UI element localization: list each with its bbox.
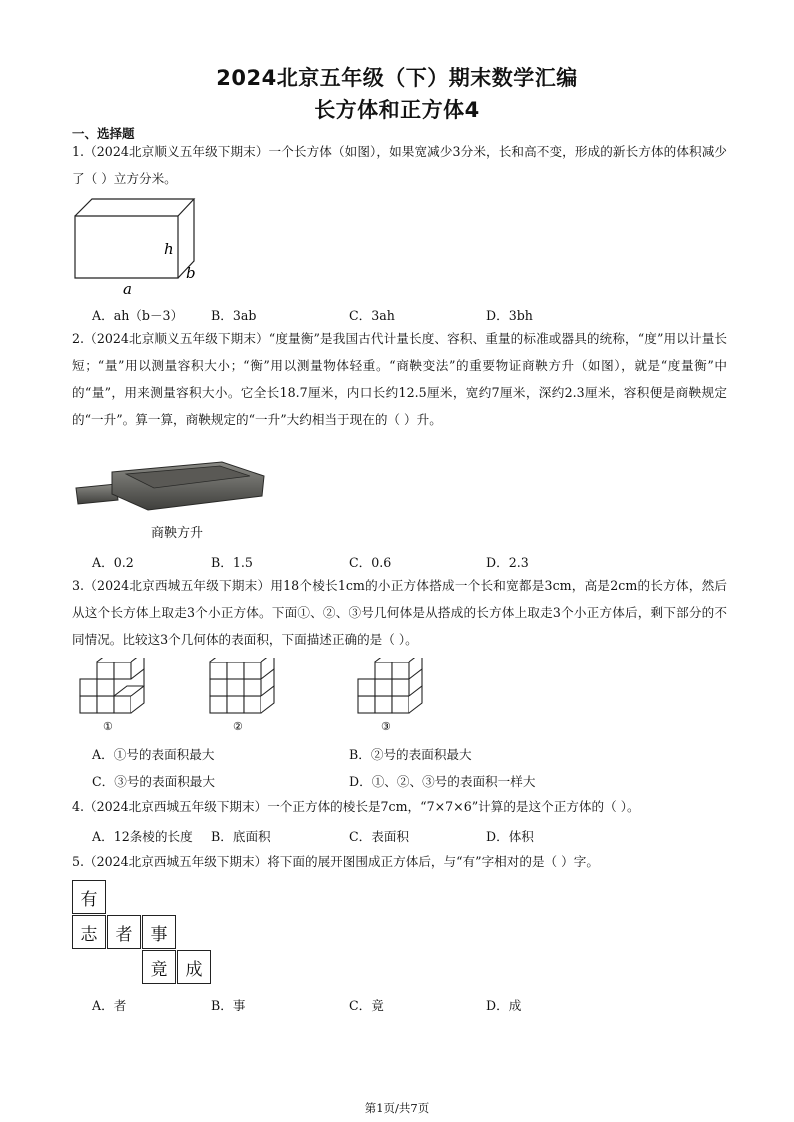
section-heading: 一、选择题: [72, 126, 135, 141]
question-1-text: 1.（2024北京顺义五年级下期末）一个长方体（如图），如果宽减少3分米，长和高不变，形成的新长方体的体积减少了（ ）立方分米。: [72, 144, 727, 186]
q2-option-b[interactable]: B．1.5: [211, 555, 253, 570]
question-5-text: 5.（2024北京西城五年级下期末）将下面的展开图围成正方体后，与“有”字相对的是（ ）字。: [72, 854, 599, 869]
cube-solid-1: [78, 658, 156, 734]
shang-yang-measure-photo: [72, 458, 272, 520]
label-b: b: [186, 264, 196, 282]
question-3-text: 3.（2024北京西城五年级下期末）用18个棱长1cm的小正方体搭成一个长和宽都是3cm，高是2cm的长方体，然后从这个长方体上取走3个小正方体。下面①、②、③号几何体是从搭成的长方体上取走3个小正方体后，剩下部分的不同情况。比较这3个几何体的表面积，下面描述正确的是（ ）。: [72, 578, 727, 647]
label-h: h: [164, 240, 174, 258]
q3-option-a[interactable]: A．①号的表面积最大: [92, 747, 215, 762]
q2-option-c[interactable]: C．0.6: [349, 555, 392, 570]
q5-option-a[interactable]: A．者: [92, 998, 127, 1013]
question-2-text: 2.（2024北京顺义五年级下期末）“度量衡”是我国古代计量长度、容积、重量的标准或器具的统称，“度”用以计量长短；“量”用以测量容积大小；“衡”用以测量物体轻重。“商鞅变法”的重要物证商鞅方升（如图），就是“度量衡”中的“量”，用来测量容积大小。它全长18.7厘米，内口长约12.5厘米，宽约7厘米，深约2.3厘米，容积便是商鞅规定的“一升”。算一算，商鞅规定的“一升”大约相当于现在的（ ）升。: [72, 331, 727, 427]
page-subtitle: 长方体和正方体4: [314, 98, 480, 122]
q2-option-a[interactable]: A．0.2: [92, 555, 134, 570]
question-4-text: 4.（2024北京西城五年级下期末）一个正方体的棱长是7cm，“7×7×6”计算的是这个正方体的（ ）。: [72, 799, 640, 814]
q1-option-c[interactable]: C．3ah: [349, 308, 395, 323]
page-title: 2024北京五年级（下）期末数学汇编: [216, 66, 578, 90]
q3-option-d[interactable]: D．①、②、③号的表面积一样大: [349, 774, 536, 789]
q4-option-d[interactable]: D．体积: [486, 829, 534, 844]
q1-option-b[interactable]: B．3ab: [211, 308, 257, 323]
net-cell-zhe: 者: [107, 915, 141, 949]
cuboid-figure: [70, 194, 205, 296]
net-cell-jing: 竟: [142, 950, 176, 984]
q1-option-a[interactable]: A．ah（b－3）: [92, 308, 184, 323]
q4-option-b[interactable]: B．底面积: [211, 829, 271, 844]
solid-label-1: ①: [103, 720, 113, 733]
q3-option-c[interactable]: C．③号的表面积最大: [92, 774, 215, 789]
q3-option-b[interactable]: B．②号的表面积最大: [349, 747, 472, 762]
photo-caption: 商鞅方升: [151, 526, 204, 541]
q5-option-c[interactable]: C．竟: [349, 998, 384, 1013]
net-cell-you: 有: [72, 880, 106, 914]
q5-option-d[interactable]: D．成: [486, 998, 522, 1013]
solid-label-3: ③: [381, 720, 391, 733]
solid-label-2: ②: [233, 720, 243, 733]
q4-option-c[interactable]: C．表面积: [349, 829, 410, 844]
cube-net: [72, 880, 217, 986]
q4-option-a[interactable]: A．12条棱的长度: [92, 829, 193, 844]
net-cell-cheng: 成: [177, 950, 211, 984]
net-cell-shi: 事: [142, 915, 176, 949]
q1-option-d[interactable]: D．3bh: [486, 308, 533, 323]
cube-solid-2: [208, 658, 286, 734]
page-number: 第1页/共7页: [364, 1101, 430, 1115]
net-cell-zhi: 志: [72, 915, 106, 949]
q5-option-b[interactable]: B．事: [211, 998, 246, 1013]
cube-solid-3: [356, 658, 434, 734]
q2-option-d[interactable]: D．2.3: [486, 555, 529, 570]
label-a: a: [123, 280, 132, 296]
